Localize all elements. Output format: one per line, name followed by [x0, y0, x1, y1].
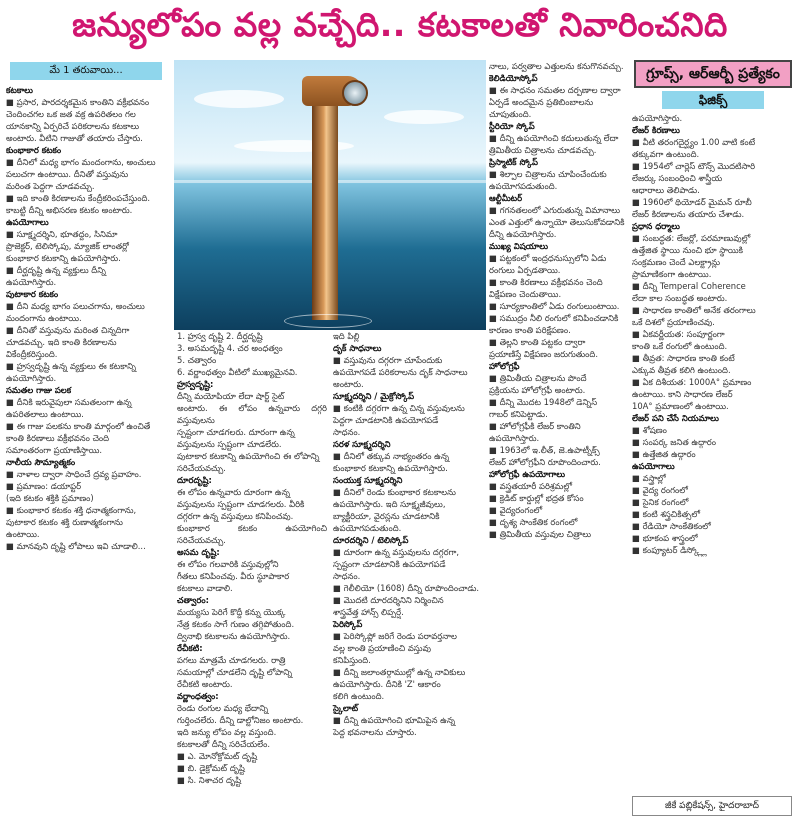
section-heading: అసమ దృష్టి:	[177, 547, 220, 557]
text-line: సాధనం.	[333, 427, 361, 437]
col3-content	[489, 60, 630, 540]
text-line: ■ హోలోగ్రఫీకి లేజర్ కాంతిని	[489, 421, 581, 431]
section-heading: ప్రిస్మాటిక్ స్కోప్	[489, 157, 538, 167]
text-line: ఉపయోగిస్తారు.	[6, 373, 57, 383]
text-line: కాంతి కిరణాలు వక్రీభవనం చెంది	[6, 433, 110, 443]
text-line: స్పష్టంగా చూడటానికి ఉపయోగపడే	[333, 559, 446, 569]
text-line: లేదా కాల సంబద్ధత అంటారు.	[632, 293, 728, 303]
section-heading: సూక్ష్మదర్శిని / మైక్రోస్కోప్	[333, 391, 415, 401]
text-line: ప్రయాణిస్తే విక్షేపణం జరుగుతుంది.	[489, 349, 598, 359]
text-line: 10A° ప్రమాణంలో ఉంటాయి.	[632, 401, 729, 411]
section-heading: చత్వారం:	[177, 595, 209, 605]
text-line: ■ శోషణం	[632, 425, 667, 435]
section-heading: ఆల్టీమీటర్	[489, 193, 523, 203]
text-line: ■ సంపర్క జనిత ఉద్గారం	[632, 437, 717, 447]
col1-content	[6, 84, 166, 552]
text-line: 5. చత్వారం	[177, 355, 217, 365]
text-line: ■ ఈ గాజు పలకను కాంతి మార్గంలో ఉంచితే	[6, 421, 151, 431]
text-line: చూపుతుంది.	[489, 109, 532, 119]
text-line: రంగులు ఏర్పడతాయి.	[489, 265, 561, 275]
text-line: ఉపయోగపడుతుంది.	[333, 523, 402, 533]
text-line: ■ 1963లో ఇ.లీత్, జె.ఉపాట్నీక్స్	[489, 445, 600, 455]
section-heading: వర్ణాంధత్వం:	[177, 691, 219, 701]
text-line: ఉపయోగిస్తారు. దీనికి 'Z' ఆకారం	[333, 679, 441, 689]
section-heading: దూరదర్శిని / టెలిస్కోప్	[333, 535, 409, 545]
text-line: ■ తెల్లని కాంతి పట్టకం ద్వారా	[489, 337, 586, 347]
text-line: ■ సూక్ష్మదర్శిని, భూతద్దం, సినిమా	[6, 229, 118, 239]
text-line: ■ ఈ సాధనం సమతల దర్పణాల ద్వారా	[489, 85, 621, 95]
text-line: ■ వైద్యరంగంలో	[489, 505, 543, 515]
text-line: ■ దీనిలో తక్కువ నాభ్యంతరం ఉన్న	[333, 451, 450, 461]
text-line: 6. వర్ణాంధత్వం వీటిలో ముఖ్యమైనవి.	[177, 367, 298, 377]
text-line: ■ రేడియో సాంకేతికంలో	[632, 521, 711, 531]
section-heading: హ్రస్వదృష్టి:	[177, 379, 214, 389]
text-line: పలుచగా ఉంటాయి. దీనితో వస్తువును	[6, 169, 129, 179]
text-line: ■ దీనితో వస్తువును మరింత చిన్నదిగా	[6, 325, 130, 335]
text-line: ■ 1960లో థియోడర్ మైమన్ రూబీ	[632, 197, 752, 207]
section-heading: రేచీకటి:	[177, 643, 203, 653]
text-line: ■ 1954లో చార్లెస్ టౌన్స్ మొదటిసారి	[632, 161, 756, 171]
text-line: పగలు మాత్రమే చూడగలరు. రాత్రి	[177, 655, 286, 665]
text-line: ఏర్పడే అందమైన ప్రతిబింబాలను	[489, 97, 594, 107]
text-line: ■ మానవుని దృష్టి లోపాలు ఇవి చూడాలి...	[6, 541, 146, 551]
text-line: ■ దీనిలో రెండు కుంభాకార కటకాలను	[333, 487, 456, 497]
text-line: ■ దృశ్య సాంకేతిక రంగంలో	[489, 517, 578, 527]
feature-box-title: గ్రూప్స్, ఆర్ఆర్బీ ప్రత్యేకం	[634, 60, 792, 88]
text-line: మందంగాను ఉంటాయి.	[6, 313, 82, 323]
periscope-photo	[174, 60, 486, 330]
text-line: ■ త్రిమితీయ చిత్రాలను పొందే	[489, 373, 587, 383]
text-line: ■ దీన్ని Temperal Coherence	[632, 281, 746, 291]
subject-heading: ఫిజిక్స్	[662, 91, 764, 109]
text-line: ■ సైనిక రంగంలో	[632, 497, 689, 507]
text-line: ఇది జన్యు లోపం వల్ల వస్తుంది.	[177, 727, 277, 737]
section-heading: స్కైలాట్	[333, 703, 359, 713]
text-line: నాలు, పర్వతాల ఎత్తులను కనుగొనవచ్చు.	[489, 61, 624, 71]
text-line: ఉత్తేజిత స్థాయి నుంచి భూ స్థాయికి	[632, 245, 743, 255]
text-line: కాబట్టి దీన్ని అభిసరణ కటకం అంటారు.	[6, 205, 133, 215]
text-line: ■ ఎ. మోనోక్రోమట్ దృష్టి	[177, 751, 258, 761]
section-heading: పెరిస్కోప్	[333, 619, 363, 629]
text-line: వల్ల కాంతి ప్రయాణించి వస్తువు	[333, 643, 431, 653]
text-line: రేచీకటి అంటారు.	[177, 679, 233, 689]
section-heading: కుంభాకార కటకం	[6, 145, 62, 155]
text-line: ■ ఏక దిశీయత: 1000A° ప్రమాణం	[632, 377, 752, 387]
text-line: కారణం కాంతి పరిక్షేపణం.	[489, 325, 571, 335]
text-line: గుర్తించలేరు. దీన్ని డాల్టోనిజం అంటారు.	[177, 715, 304, 725]
continuation-tag: మే 1 తరువాయి...	[10, 62, 162, 80]
text-line: ■ సూర్యకాంతిలో ఏడు రంగులుంటాయి.	[489, 301, 620, 311]
text-line: ■ త్రిమితీయ వస్తువుల చిత్రాలు	[489, 529, 592, 539]
text-line: ద్వినాభి కటకాలను ఉపయోగిస్తారు.	[177, 631, 291, 641]
section-heading: ఉపయోగాలు	[6, 217, 49, 227]
text-line: లేజర్కు సంబంధించి శాస్త్రీయ	[632, 173, 723, 183]
text-line: ■ కాంతి కిరణాలు వక్రీభవనం చెంది	[489, 277, 603, 287]
text-line: ■ ఇది కాంతి కిరణాలను కేంద్రీకరింపచేస్తుంది.	[6, 193, 151, 203]
section-heading: హోలోగ్రఫీ ఉపయోగాలు	[489, 469, 566, 479]
text-line: ■ దీన్ని ఉపయోగించి భూమిపైన ఉన్న	[333, 715, 456, 725]
section-heading: ముఖ్య విషయాలు	[489, 241, 548, 251]
text-line: కటకాలతో దీన్ని సరిచేయలేం.	[177, 739, 271, 749]
text-line: ■ ఏకవర్ణీయత: సంపూర్ణంగా	[632, 329, 725, 339]
text-line: ■ కంటి శస్త్రచికిత్సలో	[632, 509, 700, 519]
text-line: ■ దూరంగా ఉన్న వస్తువులను దగ్గరగా,	[333, 547, 459, 557]
text-line: ■ గెలీలియో (1608) దీన్ని రూపొందించాడు.	[333, 583, 480, 593]
section-heading: సమతల గాజు పలక	[6, 385, 72, 395]
text-line: కుంభాకార కటకాన్ని ఉపయోగిస్తారు.	[6, 253, 121, 263]
text-line: రెండు రంగుల మధ్య భేదాన్ని	[177, 703, 269, 713]
text-line: ■ దీన్ని ఉపయోగించి కదులుతున్న లేదా	[489, 133, 619, 143]
text-line: ■ సి. నిశాచర దృష్టి	[177, 775, 242, 785]
text-line: ఇది పిల్లి	[333, 331, 360, 341]
headline: జన్యులోపం వల్ల వచ్చేది.. కటకాలతో నివారించనిది	[72, 4, 728, 44]
text-line: ■ సాధారణ కాంతిలో అనేక తరంగాలు	[632, 305, 756, 315]
text-line: ■ పెరిస్కోప్లో జరిగే రెండు పరావర్తనాల	[333, 631, 457, 641]
section-heading: నాలీయ సౌమ్యాత్మకం	[6, 457, 76, 467]
text-line: ఉంటాయి. కాని సాధారణ లేజర్	[632, 389, 733, 399]
text-line: ■ కంటికి దగ్గరగా ఉన్న చిన్న వస్తువులను	[333, 403, 465, 413]
text-line: తక్కువగా ఉంటుంది.	[632, 149, 700, 159]
section-heading: పుటాకార కటకం	[6, 289, 59, 299]
text-line: ■ క్రెడిట్ కార్డుల్లో భద్రత కోసం	[489, 493, 584, 503]
text-line: వస్తువులను స్పష్టంగా చూడలేరు.	[177, 439, 282, 449]
text-line: శాస్త్రవేత్త హాన్స్ లిప్పర్షే.	[333, 607, 404, 617]
periscope-tube	[312, 82, 338, 320]
text-line: ఉంటాయి.	[6, 529, 40, 539]
text-line: కనిపిస్తుంది.	[333, 655, 371, 665]
text-line: ■ ప్రసార, పారదర్శకమైన కాంతిని వక్రీభవనం	[6, 97, 150, 107]
column-4	[632, 60, 794, 816]
text-line: పుటాకార కటకం శక్తి రుణాత్మకంగాను	[6, 517, 123, 527]
text-line: ■ దీర్ఘదృష్టి ఉన్న వ్యక్తులు దీన్ని	[6, 265, 106, 275]
text-line: ■ పట్టకంలో ఇంద్రధనుస్సులోని ఏడు	[489, 253, 607, 263]
text-line: ■ గగనతలంలో ఎగురుతున్న విమానాలు	[489, 205, 621, 215]
text-line: అంటారు.	[333, 379, 364, 389]
text-line: ■ దీన్ని జలాంతర్గాముల్లో ఉన్న నావికులు	[333, 667, 466, 677]
section-heading: ప్రధాన ధర్మాలు	[632, 221, 680, 231]
section-heading: ఉపయోగాలు	[632, 461, 675, 471]
text-line: అంటారు. వీటిని గాజుతో తయారు చేస్తారు.	[6, 133, 143, 143]
text-line: కాంతి ఒకే రంగులో ఉంటుంది.	[632, 341, 728, 351]
text-line: కలిగి ఉంటుంది.	[333, 691, 385, 701]
text-line: నేత్ర కటకం సాగే గుణం తగ్గిపోతుంది.	[177, 619, 295, 629]
text-line: ■ సంబద్ధత: లేజర్లో, పరమాణువుల్లో	[632, 233, 751, 243]
section-heading: సరళ సూక్ష్మదర్శిని	[333, 439, 391, 449]
text-line: ■ కుంభాకార కటకం శక్తి ధనాత్మకంగాను,	[6, 505, 137, 515]
section-heading: స్టీరియో స్కోప్	[489, 121, 535, 131]
text-line: దీన్ని మయోపియా లేదా షార్ట్ సైట్	[177, 391, 285, 401]
col4-content	[632, 112, 794, 556]
text-line: ■ వైద్య రంగంలో	[632, 485, 688, 495]
publisher-credit: జీకే పబ్లికేషన్స్, హైదరాబాద్	[632, 796, 792, 816]
text-line: ఆధారాలు తెలిపాడు.	[632, 185, 700, 195]
text-line: దీన్ని ఉపయోగిస్తారు.	[489, 229, 557, 239]
text-line: లేజర్ హోలోగ్రఫీని రూపొందించారు.	[489, 457, 601, 467]
text-line: చూడవచ్చు. ఇది కాంతి కిరణాలను	[6, 337, 117, 347]
text-line: ■ భూకంప శాస్త్రంలో	[632, 533, 698, 543]
text-line: ఉపయోగిస్తారు.	[489, 433, 540, 443]
text-line: ■ ఉత్తేజిత ఉద్గారం	[632, 449, 696, 459]
section-heading: సంయుక్త సూక్ష్మదర్శిని	[333, 475, 403, 485]
column-3	[489, 60, 630, 816]
text-line: కటకాలు వాడాలి.	[177, 583, 233, 593]
section-heading: దృక్ సాధనాలు	[333, 343, 382, 353]
text-line: వస్తువులను స్పష్టంగా చూడగలరు. వీరికి	[177, 499, 305, 509]
text-line: ■ నాళాల ద్వారా సాధించే ద్రవ్య ప్రవాహం.	[6, 469, 142, 479]
text-line: ఉపయోగిస్తారు.	[632, 113, 683, 123]
text-line: సంక్రమణం చెందే ఎలక్ట్రాన్లు	[632, 257, 720, 267]
text-line: వికేంద్రీకరిస్తుంది.	[6, 349, 58, 359]
text-line: ■ సముద్రం నీలి రంగులో కనిపించడానికి	[489, 313, 619, 323]
text-line: ■ బి. డైక్రోమట్ దృష్టి	[177, 763, 245, 773]
text-line: విక్షేపణం చెందుతాయి.	[489, 289, 562, 299]
text-line: దగ్గరగా ఉన్న వస్తువులు కనిపించవు.	[177, 511, 294, 521]
text-line: ఉపరితలాలు ఉంటాయి.	[6, 409, 84, 419]
text-line: అంటారు. ఈ లోపం ఉన్నవారు దగ్గరి వస్తువులను	[177, 403, 327, 425]
section-heading: లేజర్ కిరణాలు	[632, 125, 680, 135]
text-line: 3. అసమదృష్టి 4. చర అంధత్వం	[177, 343, 283, 353]
text-line: ఉపయోగిస్తారు.	[6, 277, 57, 287]
text-line: సరిచేయవచ్చు.	[177, 463, 226, 473]
text-line: యానకాన్ని ఏర్పరిచే పరికరాలను కటకాలు	[6, 121, 140, 131]
text-line: బ్యాక్టీరియా, వైరస్లను చూడటానికి	[333, 511, 440, 521]
text-line: ■ మొదటి దూరదర్శినిని నిర్మించిన	[333, 595, 444, 605]
column-1	[6, 60, 166, 816]
text-line: త్రిమితీయ చిత్రాలను చూడవచ్చు.	[489, 145, 597, 155]
section-heading: కెలిడియోస్కోప్	[489, 73, 538, 83]
text-line: కుంభాకార కటకాన్ని ఉపయోగిస్తారు.	[333, 463, 448, 473]
text-line: ■ వస్తువును దగ్గరగా చూపేందుకు	[333, 355, 443, 365]
section-heading: దూరదృష్టి:	[177, 475, 212, 485]
text-line: మయ్యసు పెరిగే కొద్దీ కన్ను యొక్క	[177, 607, 286, 617]
text-line: కుంభాకార కటకం ఉపయోగించి సరిచేయవచ్చు.	[177, 523, 327, 545]
text-line: ఉపయోగపడే పరికరాలను దృక్ సాధనాలు	[333, 367, 468, 377]
text-line: సమాంతరంగా ప్రయాణిస్తాయి.	[6, 445, 103, 455]
text-line: ప్రొజెక్టర్, టెలిస్కోపు, మ్యాజిక్ లాంతర్లో	[6, 241, 129, 251]
text-line: (ఇది కటకం శక్తికి ప్రమాణం)	[6, 493, 94, 503]
column-2	[174, 60, 486, 816]
text-line: సాధనం.	[333, 571, 361, 581]
text-line: పెద్ద భవనాలను చూస్తారు.	[333, 727, 417, 737]
text-line: గీతలు కనిపించవు. వీరు స్థూపాకార	[177, 571, 290, 581]
text-line: ప్రామాణికంగా ఉంటాయి.	[632, 269, 712, 279]
text-line: ■ కంప్యూటర్ డిస్క్ల్లో	[632, 545, 707, 555]
text-line: ■ హ్రస్వదృష్టి ఉన్న వ్యక్తులు ఈ కటకాన్ని	[6, 361, 136, 371]
text-line: ■ వీటి తరంగదైర్ఘ్యం 1.00 వాటి కంటే	[632, 137, 756, 147]
periscope-lens	[342, 80, 368, 106]
text-line: ■ దీనికి ఇరువైపులా సమతలంగా ఉన్న	[6, 397, 132, 407]
text-line: ఉపయోగపడుతుంది.	[489, 181, 558, 191]
section-heading: హోలోగ్రఫీ	[489, 361, 520, 371]
text-line: ఈ లోపం ఉన్నవారు దూరంగా ఉన్న	[177, 487, 290, 497]
text-line: ఎంత ఎత్తులో ఉన్నాయో తెలుసుకోవడానికి	[489, 217, 625, 227]
text-line: ■ దీని మధ్య భాగం పలుచగాను, అంచులు	[6, 301, 145, 311]
col2-text	[174, 330, 486, 786]
text-line: మరింత పెద్దగా చూడవచ్చు.	[6, 181, 95, 191]
text-line: గాబర్ కనిపెట్టాడు.	[489, 409, 548, 419]
text-line: 1. హ్రస్వ దృష్టి 2. దీర్ఘదృష్టి	[177, 331, 263, 341]
text-line: పుటాకార కటకాన్ని ఉపయోగించి ఈ లోపాన్ని	[177, 451, 320, 461]
section-heading: కటకాలు	[6, 85, 33, 95]
text-line: ఒకే దిశలో ప్రయాణించవు.	[632, 317, 715, 327]
text-line: చెందించగల ఒక జత వక్ర ఉపరితలం గల	[6, 109, 136, 119]
text-line: ■ తీవ్రత: సాధారణ కాంతి కంటే	[632, 353, 735, 363]
text-line: ■ దీన్ని మొదట 1948లో డెన్నిస్	[489, 397, 598, 407]
text-line: పెద్దగా చూడటానికి ఉపయోగపడే	[333, 415, 439, 425]
col2-right	[330, 330, 486, 786]
text-line: ఎక్కువ తీవ్రత కలిగి ఉంటుంది.	[632, 365, 731, 375]
text-line: సమయాల్లో చూడలేని దృష్టి లోపాన్ని	[177, 667, 293, 677]
section-heading: లేజర్ పని చేసే నియమాలు	[632, 413, 719, 423]
text-line: ■ దీనిలో మధ్య భాగం మందంగాను, అంచులు	[6, 157, 156, 167]
text-line: ప్రక్రియను హోలోగ్రఫీ అంటారు.	[489, 385, 586, 395]
col2-left	[174, 330, 330, 786]
text-line: లేజర్ కిరణాలను తయారు చేశాడు.	[632, 209, 745, 219]
text-line: ■ శిల్పాల చిత్రాలను చూపించేందుకు	[489, 169, 607, 179]
text-line: ■ వస్త్రాల్లో	[632, 473, 666, 483]
text-line: ఉపయోగిస్తారు. ఇది సూక్ష్మజీవులు,	[333, 499, 446, 509]
text-line: ఈ లోపం గలవారికి వస్తువుల్లోని	[177, 559, 279, 569]
text-line: స్పష్టంగా చూడగలరు. దూరంగా ఉన్న	[177, 427, 295, 437]
text-line: ■ ప్రమాణం: డయాప్టర్	[6, 481, 82, 491]
text-line: ■ వస్త్రతయారీ పరిశ్రమల్లో	[489, 481, 573, 491]
